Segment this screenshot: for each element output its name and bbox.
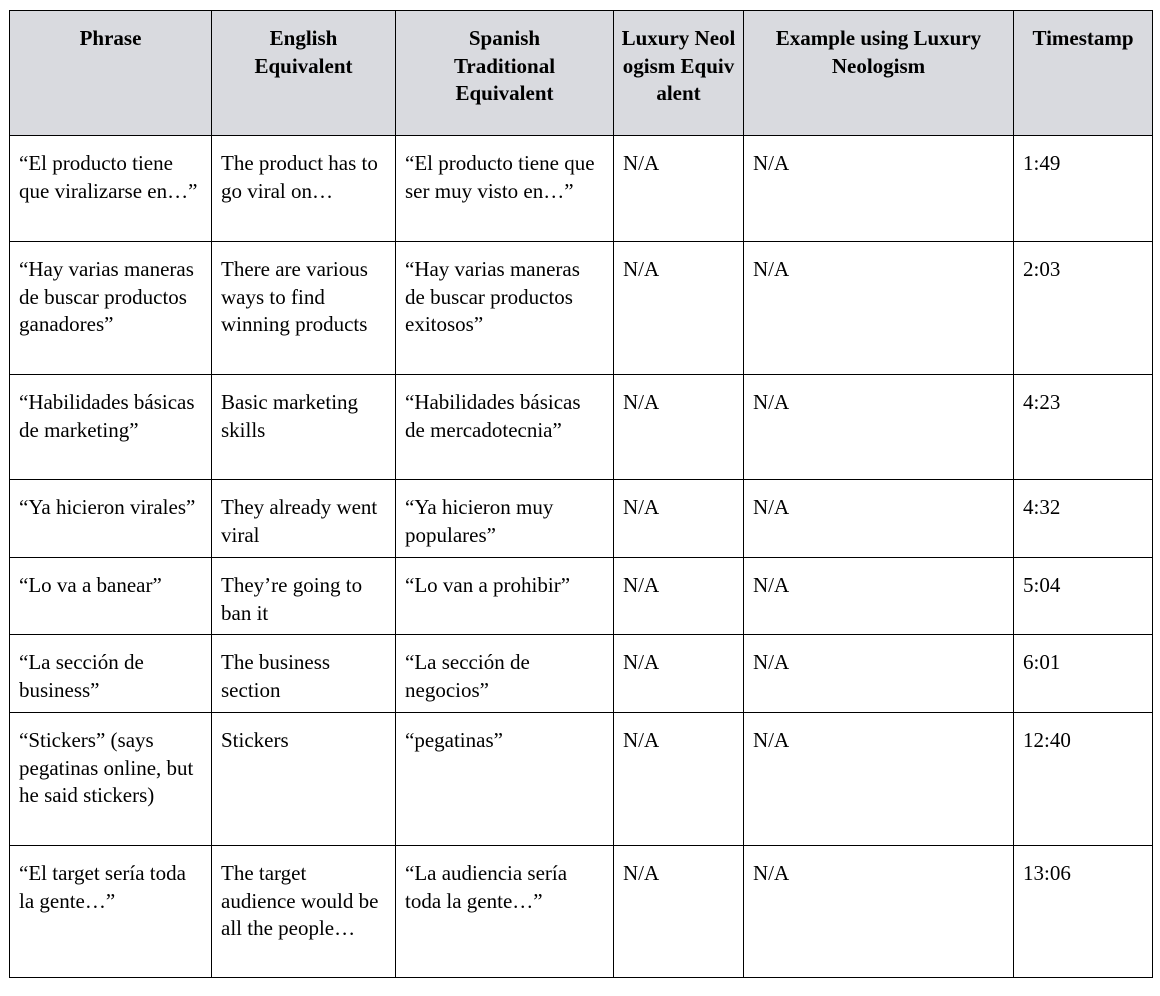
cell-spanish: “El producto tiene que ser muy visto en…” [396, 136, 614, 242]
header-luxury-neologism-equivalent: Luxury Neologism Equivalent [614, 11, 744, 136]
table-row [10, 242, 1153, 375]
cell-english: The business section [212, 635, 396, 713]
cell-luxury: N/A [614, 635, 744, 713]
cell-spanish: “La audiencia sería toda la gente…” [396, 846, 614, 978]
cell-example: N/A [744, 480, 1014, 558]
header-english-equivalent: English Equivalent [212, 11, 396, 136]
cell-luxury: N/A [614, 558, 744, 635]
table-row [10, 846, 1153, 978]
cell-luxury: N/A [614, 242, 744, 375]
cell-luxury: N/A [614, 480, 744, 558]
cell-phrase: “La sección de business” [10, 635, 212, 713]
cell-example: N/A [744, 713, 1014, 846]
table-body [10, 136, 1153, 978]
cell-example: N/A [744, 635, 1014, 713]
cell-spanish: “Ya hicieron muy populares” [396, 480, 614, 558]
cell-example: N/A [744, 242, 1014, 375]
table-row [10, 136, 1153, 242]
cell-timestamp: 1:49 [1014, 136, 1153, 242]
cell-phrase: “El producto tiene que viralizarse en…” [10, 136, 212, 242]
cell-spanish: “pegatinas” [396, 713, 614, 846]
phrase-comparison-table [9, 10, 1153, 978]
cell-example: N/A [744, 375, 1014, 480]
cell-luxury: N/A [614, 375, 744, 480]
cell-english: There are various ways to find winning products [212, 242, 396, 375]
cell-timestamp: 4:23 [1014, 375, 1153, 480]
header-row [10, 11, 1153, 136]
cell-phrase: “Habilidades básicas de marketing” [10, 375, 212, 480]
header-timestamp: Timestamp [1014, 11, 1153, 136]
cell-spanish: “Hay varias maneras de buscar productos exitosos” [396, 242, 614, 375]
cell-english: The target audience would be all the people… [212, 846, 396, 978]
cell-english: The product has to go viral on… [212, 136, 396, 242]
cell-example: N/A [744, 846, 1014, 978]
table-row [10, 375, 1153, 480]
cell-english: They already went viral [212, 480, 396, 558]
table-row [10, 558, 1153, 635]
cell-timestamp: 6:01 [1014, 635, 1153, 713]
cell-luxury: N/A [614, 713, 744, 846]
cell-example: N/A [744, 136, 1014, 242]
cell-timestamp: 13:06 [1014, 846, 1153, 978]
cell-luxury: N/A [614, 846, 744, 978]
cell-phrase: “El target sería toda la gente…” [10, 846, 212, 978]
cell-english: Basic marketing skills [212, 375, 396, 480]
cell-spanish: “La sección de negocios” [396, 635, 614, 713]
cell-phrase: “Hay varias maneras de buscar productos ganadores” [10, 242, 212, 375]
cell-spanish: “Habilidades básicas de mercadotecnia” [396, 375, 614, 480]
cell-luxury: N/A [614, 136, 744, 242]
cell-english: They’re going to ban it [212, 558, 396, 635]
table-row [10, 480, 1153, 558]
cell-example: N/A [744, 558, 1014, 635]
table-header [10, 11, 1153, 136]
cell-phrase: “Ya hicieron virales” [10, 480, 212, 558]
cell-spanish: “Lo van a prohibir” [396, 558, 614, 635]
header-phrase: Phrase [10, 11, 212, 136]
table-row [10, 713, 1153, 846]
header-spanish-traditional-equivalent: Spanish Traditional Equivalent [396, 11, 614, 136]
cell-timestamp: 4:32 [1014, 480, 1153, 558]
cell-timestamp: 2:03 [1014, 242, 1153, 375]
cell-timestamp: 5:04 [1014, 558, 1153, 635]
header-example-using-luxury-neologism: Example using Luxury Neologism [744, 11, 1014, 136]
cell-english: Stickers [212, 713, 396, 846]
table-row [10, 635, 1153, 713]
cell-timestamp: 12:40 [1014, 713, 1153, 846]
cell-phrase: “Stickers” (says pegatinas online, but he said stickers) [10, 713, 212, 846]
cell-phrase: “Lo va a banear” [10, 558, 212, 635]
